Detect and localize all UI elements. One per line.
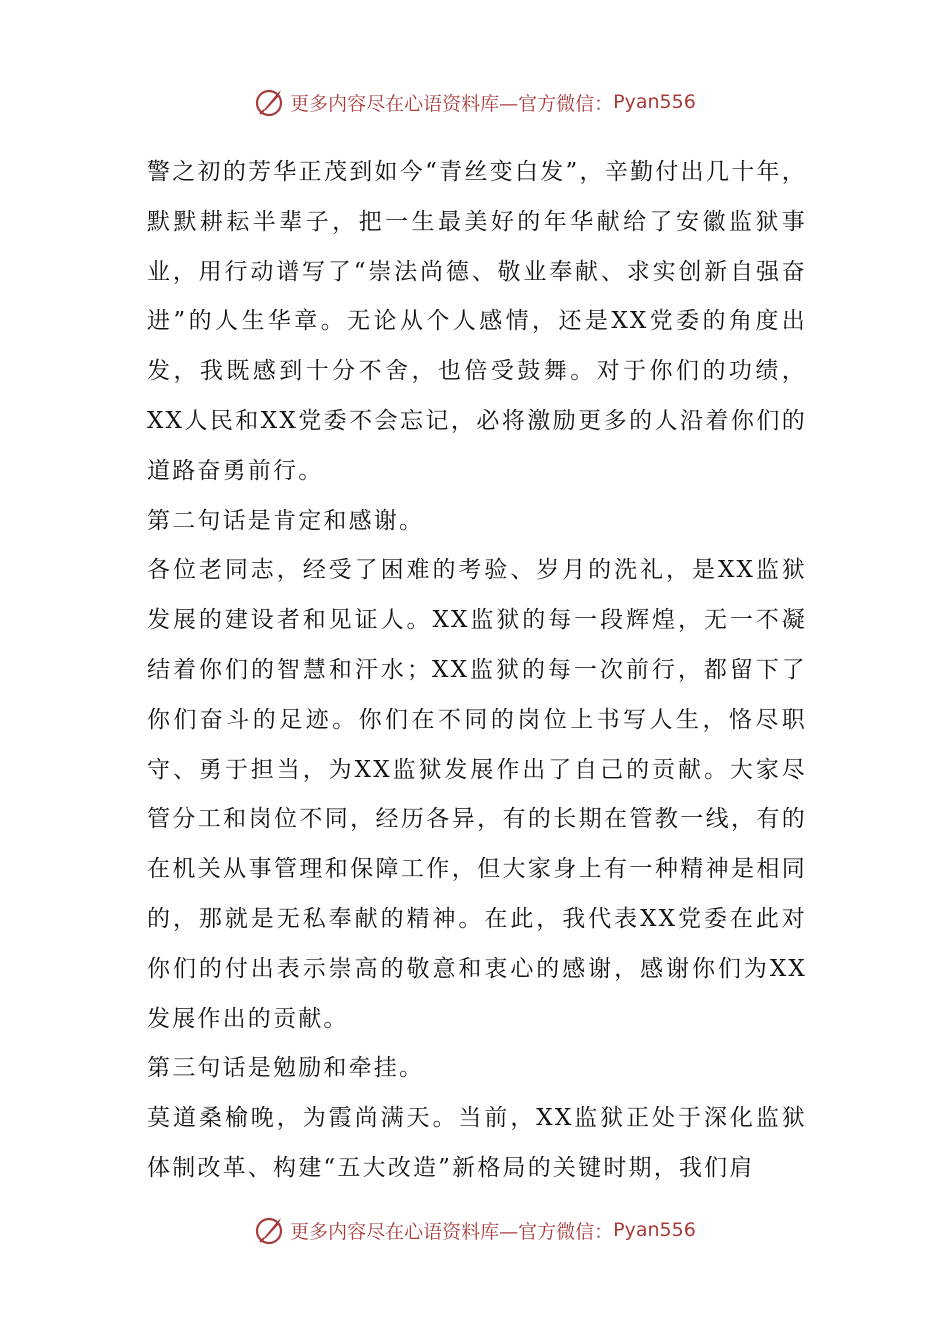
header-banner-wechat-id: Pyan556 — [613, 91, 696, 113]
page-footer-banner — [0, 1210, 950, 1250]
header-banner-text: 更多内容尽在心语资料库—官方微信： — [290, 92, 614, 115]
quill-pen-logo-icon — [254, 1214, 286, 1246]
paragraph-2-heading: 第二句话是肯定和感谢。 — [147, 507, 425, 534]
paragraph-3: 各位老同志，经受了困难的考验、岁月的洗礼，是XX监狱发展的建设者和见证人。XX监狱的每一段辉煌，无一不凝结着你们的智慧和汗水；XX监狱的每一次前行，都留下了你们奋斗的足迹。你们在不同的岗位上书写人生，恪尽职守、勇于担当，为XX监狱发展作出了自己的贡献。大家尽管分工和岗位不同，经历各异，有的长期在管教一线，有的在机关从事管理和保障工作，但大家身上有一种精神是相同的，那就是无私奉献的精神。在此，我代表XX党委在此对你们的付出表示崇高的敬意和衷心的感谢，感谢你们为XX发展作出的贡献。 — [147, 557, 807, 1032]
footer-banner-text: 更多内容尽在心语资料库—官方微信： — [290, 1220, 614, 1243]
page-header-banner — [0, 82, 950, 122]
footer-banner-wechat-id: Pyan556 — [613, 1219, 696, 1241]
quill-pen-logo-icon — [254, 86, 286, 118]
paragraph-1: 警之初的芳华正茂到如今“青丝变白发”，辛勤付出几十年，默默耕耘半辈子，把一生最美好的年华献给了安徽监狱事业，用行动谱写了“崇法尚德、敬业奉献、求实创新自强奋进”的人生华章。无论从个人感情，还是XX党委的角度出发，我既感到十分不舍，也倍受鼓舞。对于你们的功绩，XX人民和XX党委不会忘记，必将激励更多的人沿着你们的道路奋勇前行。 — [147, 159, 807, 484]
paragraph-5: 莫道桑榆晚，为霞尚满天。当前，XX监狱正处于深化监狱体制改革、构建“五大改造”新格局的关键时期，我们肩 — [147, 1105, 807, 1181]
document-body — [147, 148, 807, 1194]
paragraph-4-heading: 第三句话是勉励和牵挂。 — [147, 1055, 425, 1082]
